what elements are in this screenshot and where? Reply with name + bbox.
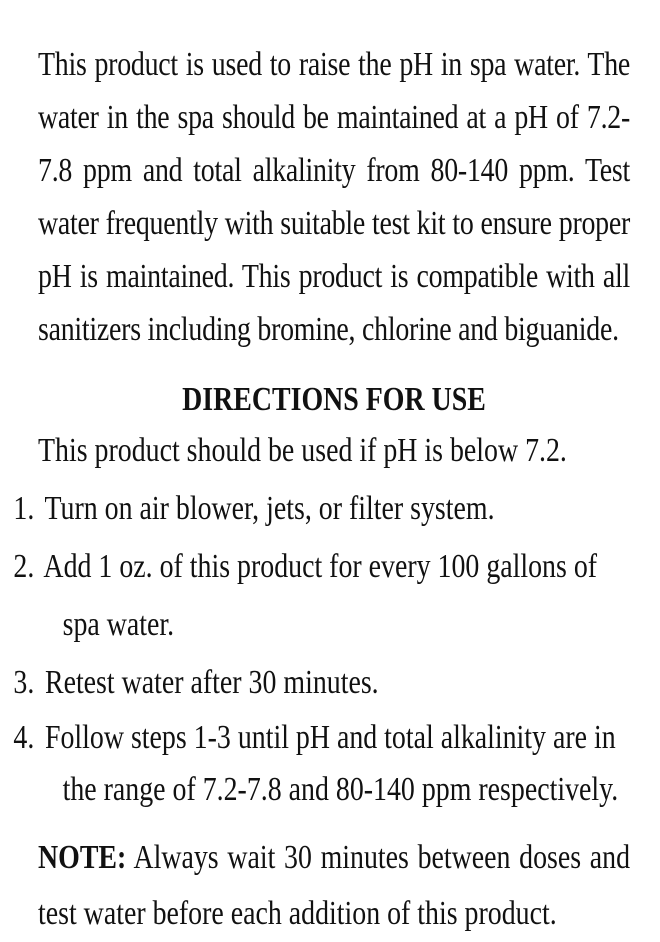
step-text: Add 1 oz. of this product for every 100 gallons of spa water. — [43, 548, 598, 643]
intro-paragraph: This product is used to raise the pH in spa water. The water in the spa should be maintained at a pH of 7.2-7.8 ppm and total alkalinity from 80-140 ppm. Test water frequently with suitable test kit to ensure proper pH is maintained. This product is compatible with all sanitizers including bromine, chlorine and biguanide. — [38, 46, 631, 348]
note-paragraph — [38, 830, 630, 942]
step-text: Retest water after 30 minutes. — [44, 664, 379, 701]
directions-list — [13, 422, 630, 816]
direction-step-2: 2. Add 1 oz. of this product for every 100 gallons of spa water. — [13, 548, 598, 643]
note-text: Always wait 30 minutes between doses and test water before each addition of this product. — [38, 839, 631, 932]
direction-step-3: 3. Retest water after 30 minutes. — [13, 664, 379, 701]
step-text: Follow steps 1-3 until pH and total alkalinity are in the range of 7.2-7.8 and 80-140 ppm respectively. — [44, 719, 619, 808]
note-label: NOTE: — [38, 839, 127, 876]
direction-step-4: 4. Follow steps 1-3 until pH and total alkalinity are in the range of 7.2-7.8 and 80-140 ppm respectively. — [13, 719, 619, 808]
directions-heading: DIRECTIONS FOR USE — [182, 381, 486, 418]
direction-step-1: 1. Turn on air blower, jets, or filter system. — [13, 490, 495, 527]
step-text: Turn on air blower, jets, or filter system. — [44, 490, 495, 527]
product-label — [13, 38, 631, 942]
directions-condition: This product should be used if pH is below 7.2. — [38, 432, 567, 469]
